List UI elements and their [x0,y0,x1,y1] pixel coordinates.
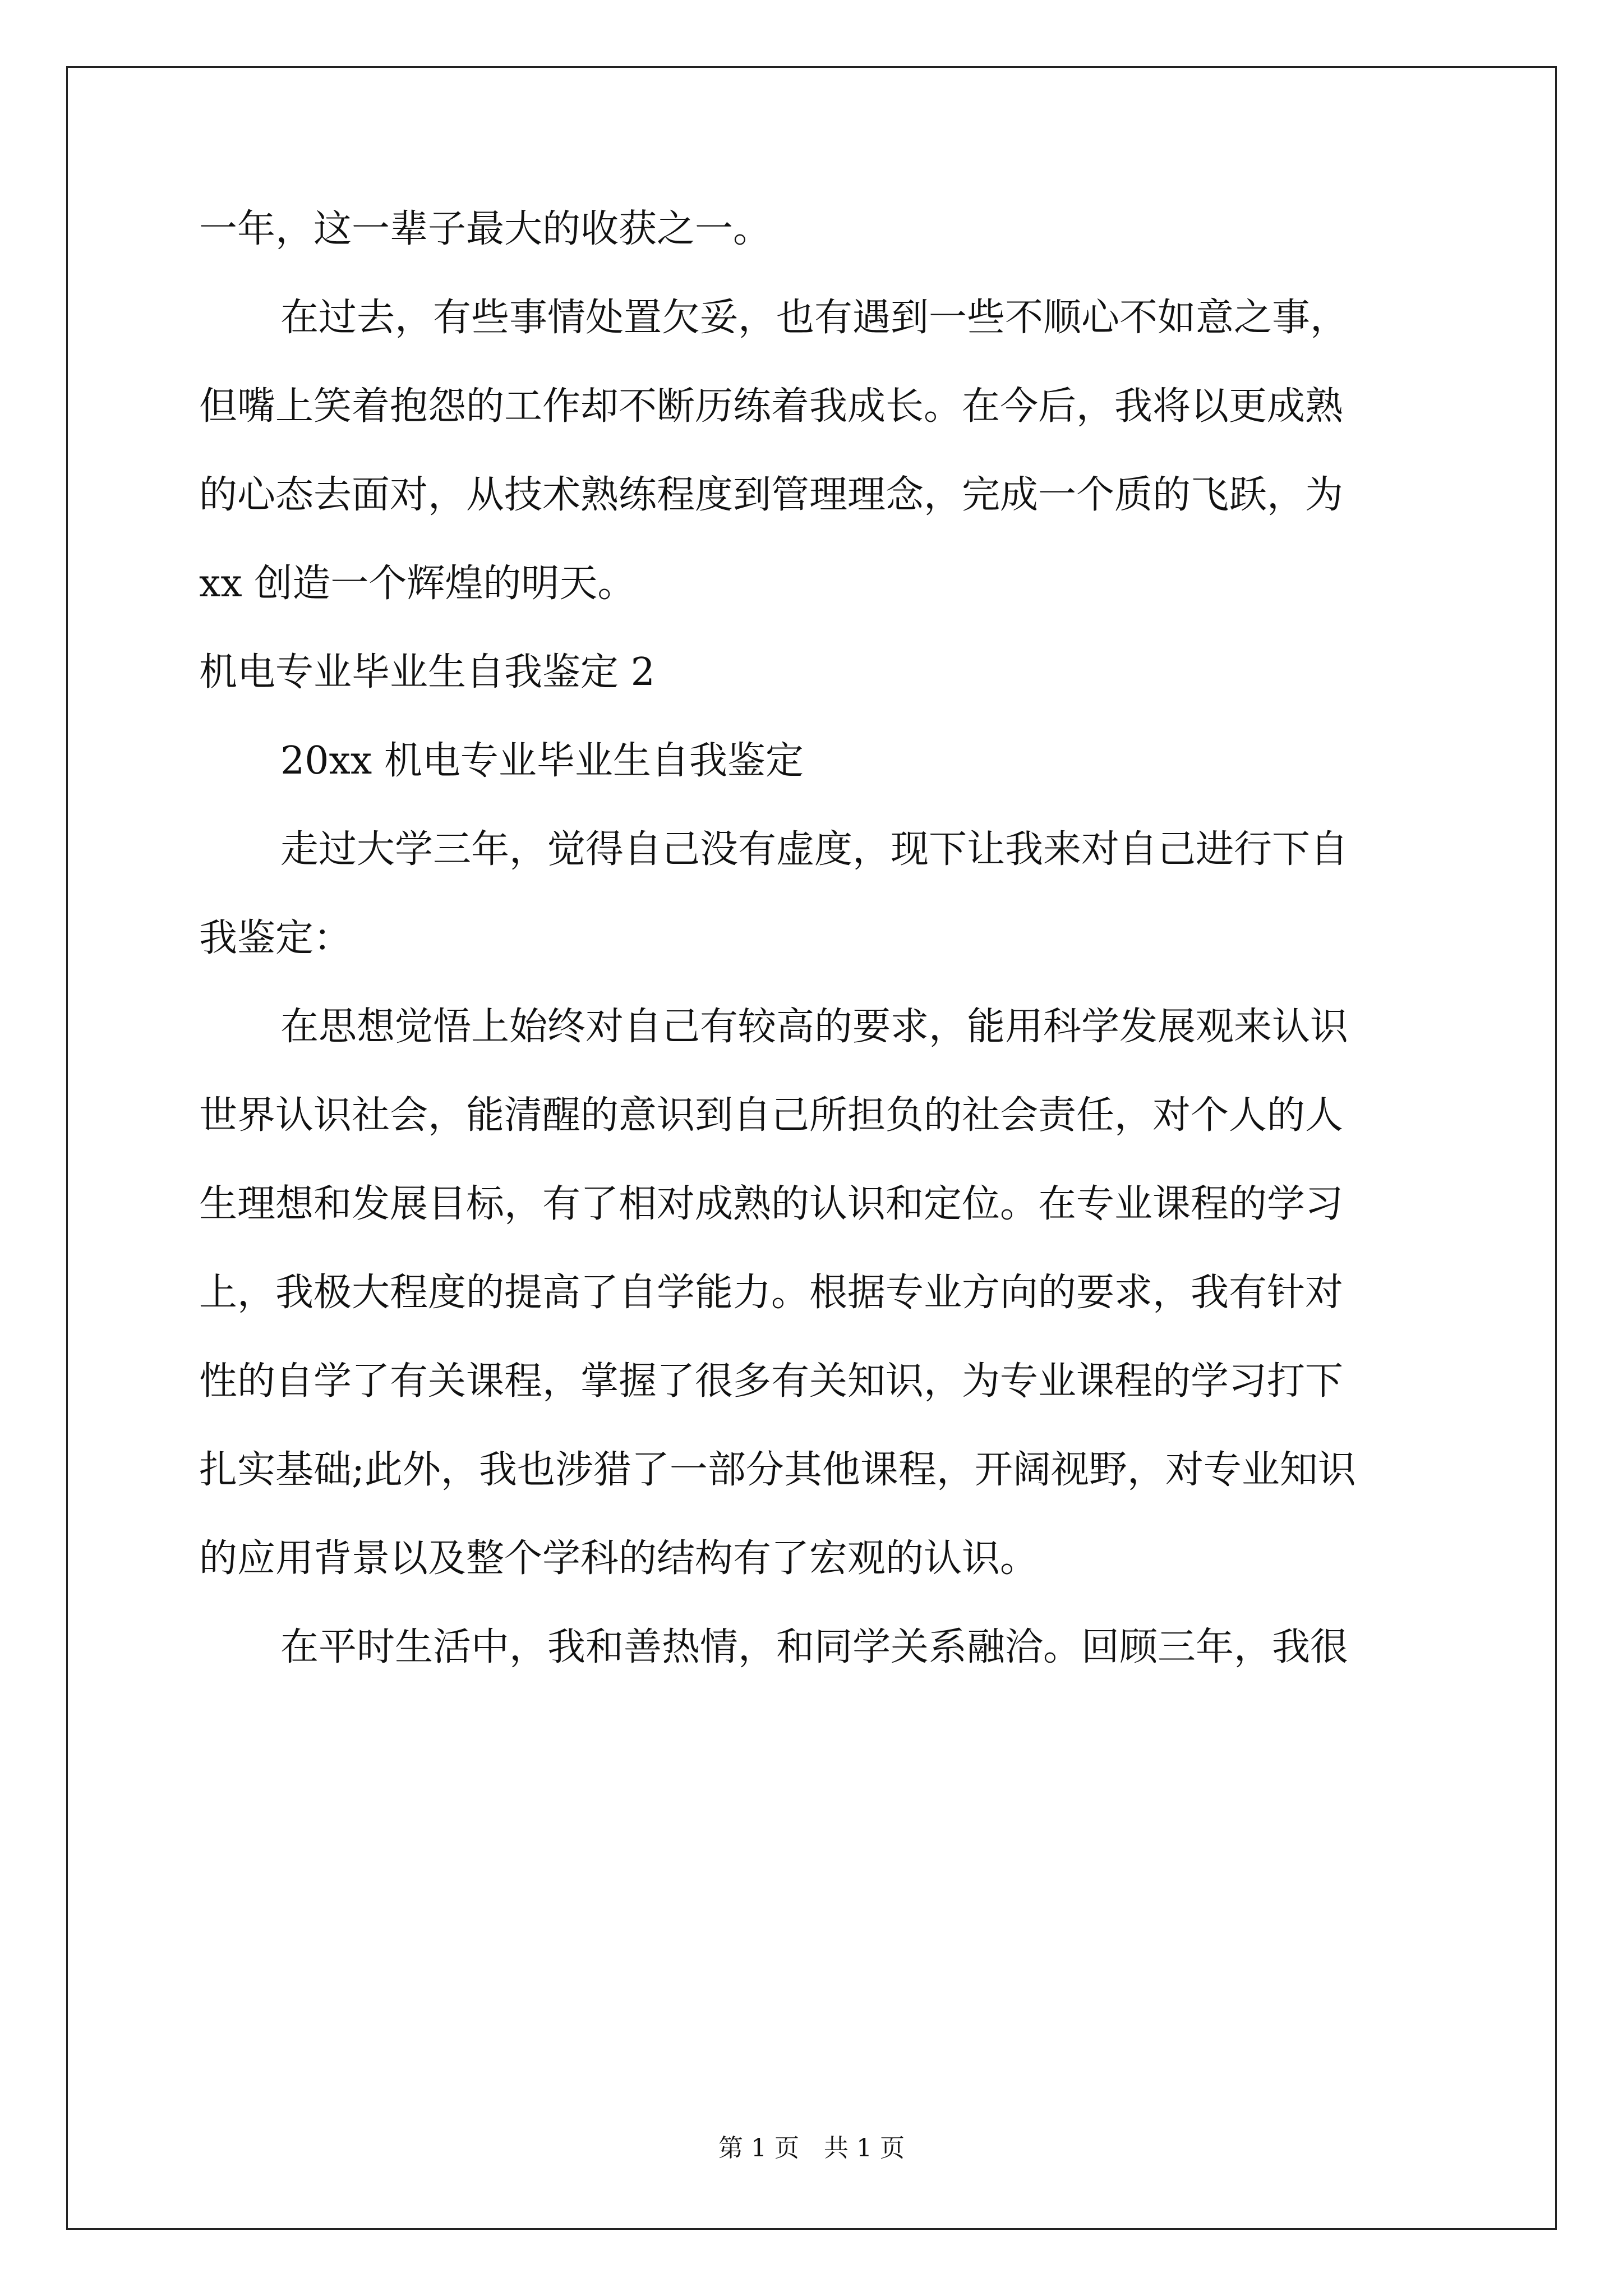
text-line: 20xx 机电专业毕业生自我鉴定 [280,739,804,783]
text-line: 机电专业毕业生自我鉴定 2 [199,650,655,694]
text-line: 性的自学了有关课程，掌握了很多有关知识，为专业课程的学习打下 [199,1359,1344,1404]
text-line: 世界认识社会，能清醒的意识到自己所担负的社会责任，对个人的人 [199,1093,1344,1138]
text-line: 我鉴定： [199,916,352,960]
text-line: 的心态去面对，从技术熟练程度到管理理念，完成一个质的飞跃，为 [199,473,1344,517]
text-line: xx 创造一个辉煌的明天。 [199,562,636,606]
document-body [199,185,1427,1692]
text-line: 在过去，有些事情处置欠妥，也有遇到一些不顺心不如意之事， [280,296,1349,340]
text-line: 一年，这一辈子最大的收获之一。 [199,207,772,251]
text-line: 上，我极大程度的提高了自学能力。根据专业方向的要求，我有针对 [199,1271,1344,1315]
text-line: 走过大学三年，觉得自己没有虚度，现下让我来对自己进行下自 [280,827,1349,872]
text-line: 生理想和发展目标，有了相对成熟的认识和定位。在专业课程的学习 [199,1182,1344,1226]
text-line: 在平时生活中，我和善热情，和同学关系融洽。回顾三年，我很 [280,1625,1349,1669]
text-line: 扎实基础;此外，我也涉猎了一部分其他课程，开阔视野，对专业知识 [199,1448,1356,1492]
page-footer: 第 1 页 共 1 页 [718,2134,905,2162]
text-line: 的应用背景以及整个学科的结构有了宏观的认识。 [199,1536,1039,1581]
text-line: 但嘴上笑着抱怨的工作却不断历练着我成长。在今后，我将以更成熟 [199,384,1344,429]
text-line: 在思想觉悟上始终对自己有较高的要求，能用科学发展观来认识 [280,1005,1349,1049]
